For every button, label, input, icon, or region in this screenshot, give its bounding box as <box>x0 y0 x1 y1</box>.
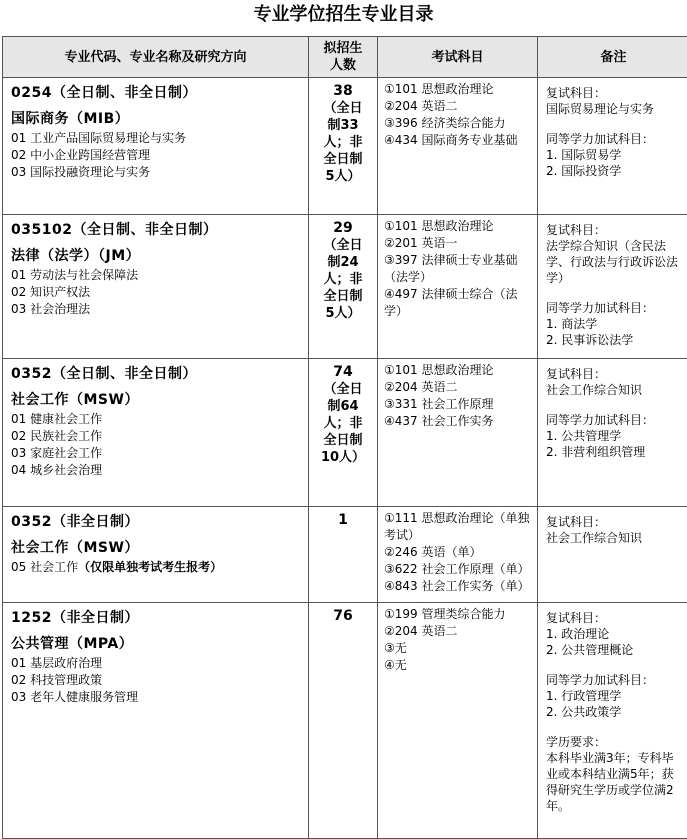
exam-item: ②204 英语二 <box>384 98 533 115</box>
major-name: 社会工作（MSW） <box>11 537 302 559</box>
table-row <box>3 78 687 215</box>
major-name: 公共管理（MPA） <box>11 633 302 655</box>
note-item: 2. 公共政策学 <box>546 704 685 720</box>
direction-item: 01 健康社会工作 <box>11 411 302 428</box>
page-title: 专业学位招生专业目录 <box>0 0 687 36</box>
quota-number: 76 <box>309 607 377 625</box>
direction-item: 03 国际投融资理论与实务 <box>11 164 302 181</box>
note-cell <box>538 359 687 507</box>
direction-item: 02 民族社会工作 <box>11 428 302 445</box>
note-item: 1. 政治理论 <box>546 626 685 642</box>
note-heading: 同等学力加试科目： <box>546 412 685 428</box>
quota-cell <box>309 78 378 215</box>
note-item: 本科毕业满3年；专科毕业或本科结业满5年；获得研究生学历或学位满2年。 <box>546 750 685 814</box>
table-row <box>3 603 687 839</box>
major-code: 0352（全日制、非全日制） <box>11 363 302 385</box>
table-row <box>3 215 687 359</box>
quota-number: 1 <box>309 511 377 529</box>
direction-item: 03 社会治理法 <box>11 301 302 318</box>
note-item: 2. 国际投资学 <box>546 163 685 179</box>
quota-cell <box>309 215 378 359</box>
direction-item <box>11 559 302 576</box>
major-cell <box>3 359 309 507</box>
note-item: 国际贸易理论与实务 <box>546 101 685 117</box>
note-item: 1. 行政管理学 <box>546 688 685 704</box>
note-heading: 复试科目： <box>546 222 685 238</box>
quota-cell <box>309 359 378 507</box>
note-cell <box>538 215 687 359</box>
major-name: 国际商务（MIB） <box>11 108 302 130</box>
note-item: 社会工作综合知识 <box>546 382 685 398</box>
exam-cell <box>378 603 538 839</box>
note-heading: 复试科目： <box>546 366 685 382</box>
note-cell <box>538 78 687 215</box>
major-code: 1252（非全日制） <box>11 607 302 629</box>
direction-item: 01 劳动法与社会保障法 <box>11 267 302 284</box>
exam-item: ④843 社会工作实务（单） <box>384 578 533 595</box>
exam-cell <box>378 507 538 603</box>
direction-item: 01 工业产品国际贸易理论与实务 <box>11 130 302 147</box>
note-item: 1. 公共管理学 <box>546 428 685 444</box>
major-code: 0352（非全日制） <box>11 511 302 533</box>
note-heading: 同等学力加试科目： <box>546 672 685 688</box>
quota-detail: （全日制33人；非全日制5人） <box>319 100 367 185</box>
direction-restriction: （仅限单独考试考生报考） <box>78 560 222 574</box>
quota-detail: （全日制64人；非全日制10人） <box>319 381 367 466</box>
exam-item: ③397 法律硕士专业基础（法学） <box>384 252 533 286</box>
header-quota-text: 拟招生人数 <box>323 40 363 74</box>
direction-item: 04 城乡社会治理 <box>11 462 302 479</box>
direction-item: 01 基层政府治理 <box>11 655 302 672</box>
note-item: 2. 非营利组织管理 <box>546 444 685 460</box>
exam-item: ②246 英语（单） <box>384 544 533 561</box>
header-exam: 考试科目 <box>378 37 538 78</box>
major-name: 法律（法学）（JM） <box>11 245 302 267</box>
quota-cell <box>309 507 378 603</box>
quota-number: 29 <box>309 219 377 237</box>
exam-item: ①101 思想政治理论 <box>384 81 533 98</box>
exam-item: ②201 英语一 <box>384 235 533 252</box>
direction-item: 02 知识产权法 <box>11 284 302 301</box>
note-heading: 复试科目： <box>546 610 685 626</box>
note-cell <box>538 507 687 603</box>
note-item: 1. 商法学 <box>546 316 685 332</box>
table-row <box>3 359 687 507</box>
note-item: 法学综合知识（含民法学、行政法与行政诉讼法学） <box>546 238 685 286</box>
exam-item: ③无 <box>384 640 533 657</box>
exam-item: ③331 社会工作原理 <box>384 396 533 413</box>
exam-item: ③622 社会工作原理（单） <box>384 561 533 578</box>
major-cell <box>3 215 309 359</box>
major-code: 035102（全日制、非全日制） <box>11 219 302 241</box>
major-code: 0254（全日制、非全日制） <box>11 82 302 104</box>
table-row <box>3 507 687 603</box>
exam-item: ④437 社会工作实务 <box>384 413 533 430</box>
direction-item: 03 家庭社会工作 <box>11 445 302 462</box>
exam-item: ①111 思想政治理论（单独考试） <box>384 510 533 544</box>
header-note: 备注 <box>538 37 687 78</box>
quota-number: 74 <box>309 363 377 381</box>
quota-number: 38 <box>309 82 377 100</box>
exam-cell <box>378 359 538 507</box>
exam-cell <box>378 78 538 215</box>
major-cell <box>3 507 309 603</box>
direction-item: 02 中小企业跨国经营管理 <box>11 147 302 164</box>
major-name: 社会工作（MSW） <box>11 389 302 411</box>
note-heading: 学历要求： <box>546 734 685 750</box>
note-heading: 复试科目： <box>546 85 685 101</box>
exam-item: ②204 英语二 <box>384 379 533 396</box>
table-header-row <box>3 37 687 78</box>
exam-item: ②204 英语二 <box>384 623 533 640</box>
note-cell <box>538 603 687 839</box>
exam-item: ④497 法律硕士综合（法学） <box>384 286 533 320</box>
note-item: 社会工作综合知识 <box>546 530 685 546</box>
exam-item: ④434 国际商务专业基础 <box>384 132 533 149</box>
direction-item: 03 老年人健康服务管理 <box>11 689 302 706</box>
note-item: 2. 公共管理概论 <box>546 642 685 658</box>
quota-cell <box>309 603 378 839</box>
direction-label: 05 社会工作 <box>11 560 78 574</box>
exam-item: ①199 管理类综合能力 <box>384 606 533 623</box>
major-cell <box>3 78 309 215</box>
exam-item: ①101 思想政治理论 <box>384 218 533 235</box>
exam-item: ③396 经济类综合能力 <box>384 115 533 132</box>
exam-item: ④无 <box>384 657 533 674</box>
quota-detail: （全日制24人；非全日制5人） <box>319 237 367 322</box>
header-quota <box>309 37 378 78</box>
note-item: 2. 民事诉讼法学 <box>546 332 685 348</box>
exam-item: ①101 思想政治理论 <box>384 362 533 379</box>
note-item: 1. 国际贸易学 <box>546 147 685 163</box>
catalog-table <box>2 36 687 839</box>
note-heading: 同等学力加试科目： <box>546 131 685 147</box>
note-heading: 同等学力加试科目： <box>546 300 685 316</box>
major-cell <box>3 603 309 839</box>
direction-item: 02 科技管理政策 <box>11 672 302 689</box>
note-heading: 复试科目： <box>546 514 685 530</box>
exam-cell <box>378 215 538 359</box>
header-major: 专业代码、专业名称及研究方向 <box>3 37 309 78</box>
